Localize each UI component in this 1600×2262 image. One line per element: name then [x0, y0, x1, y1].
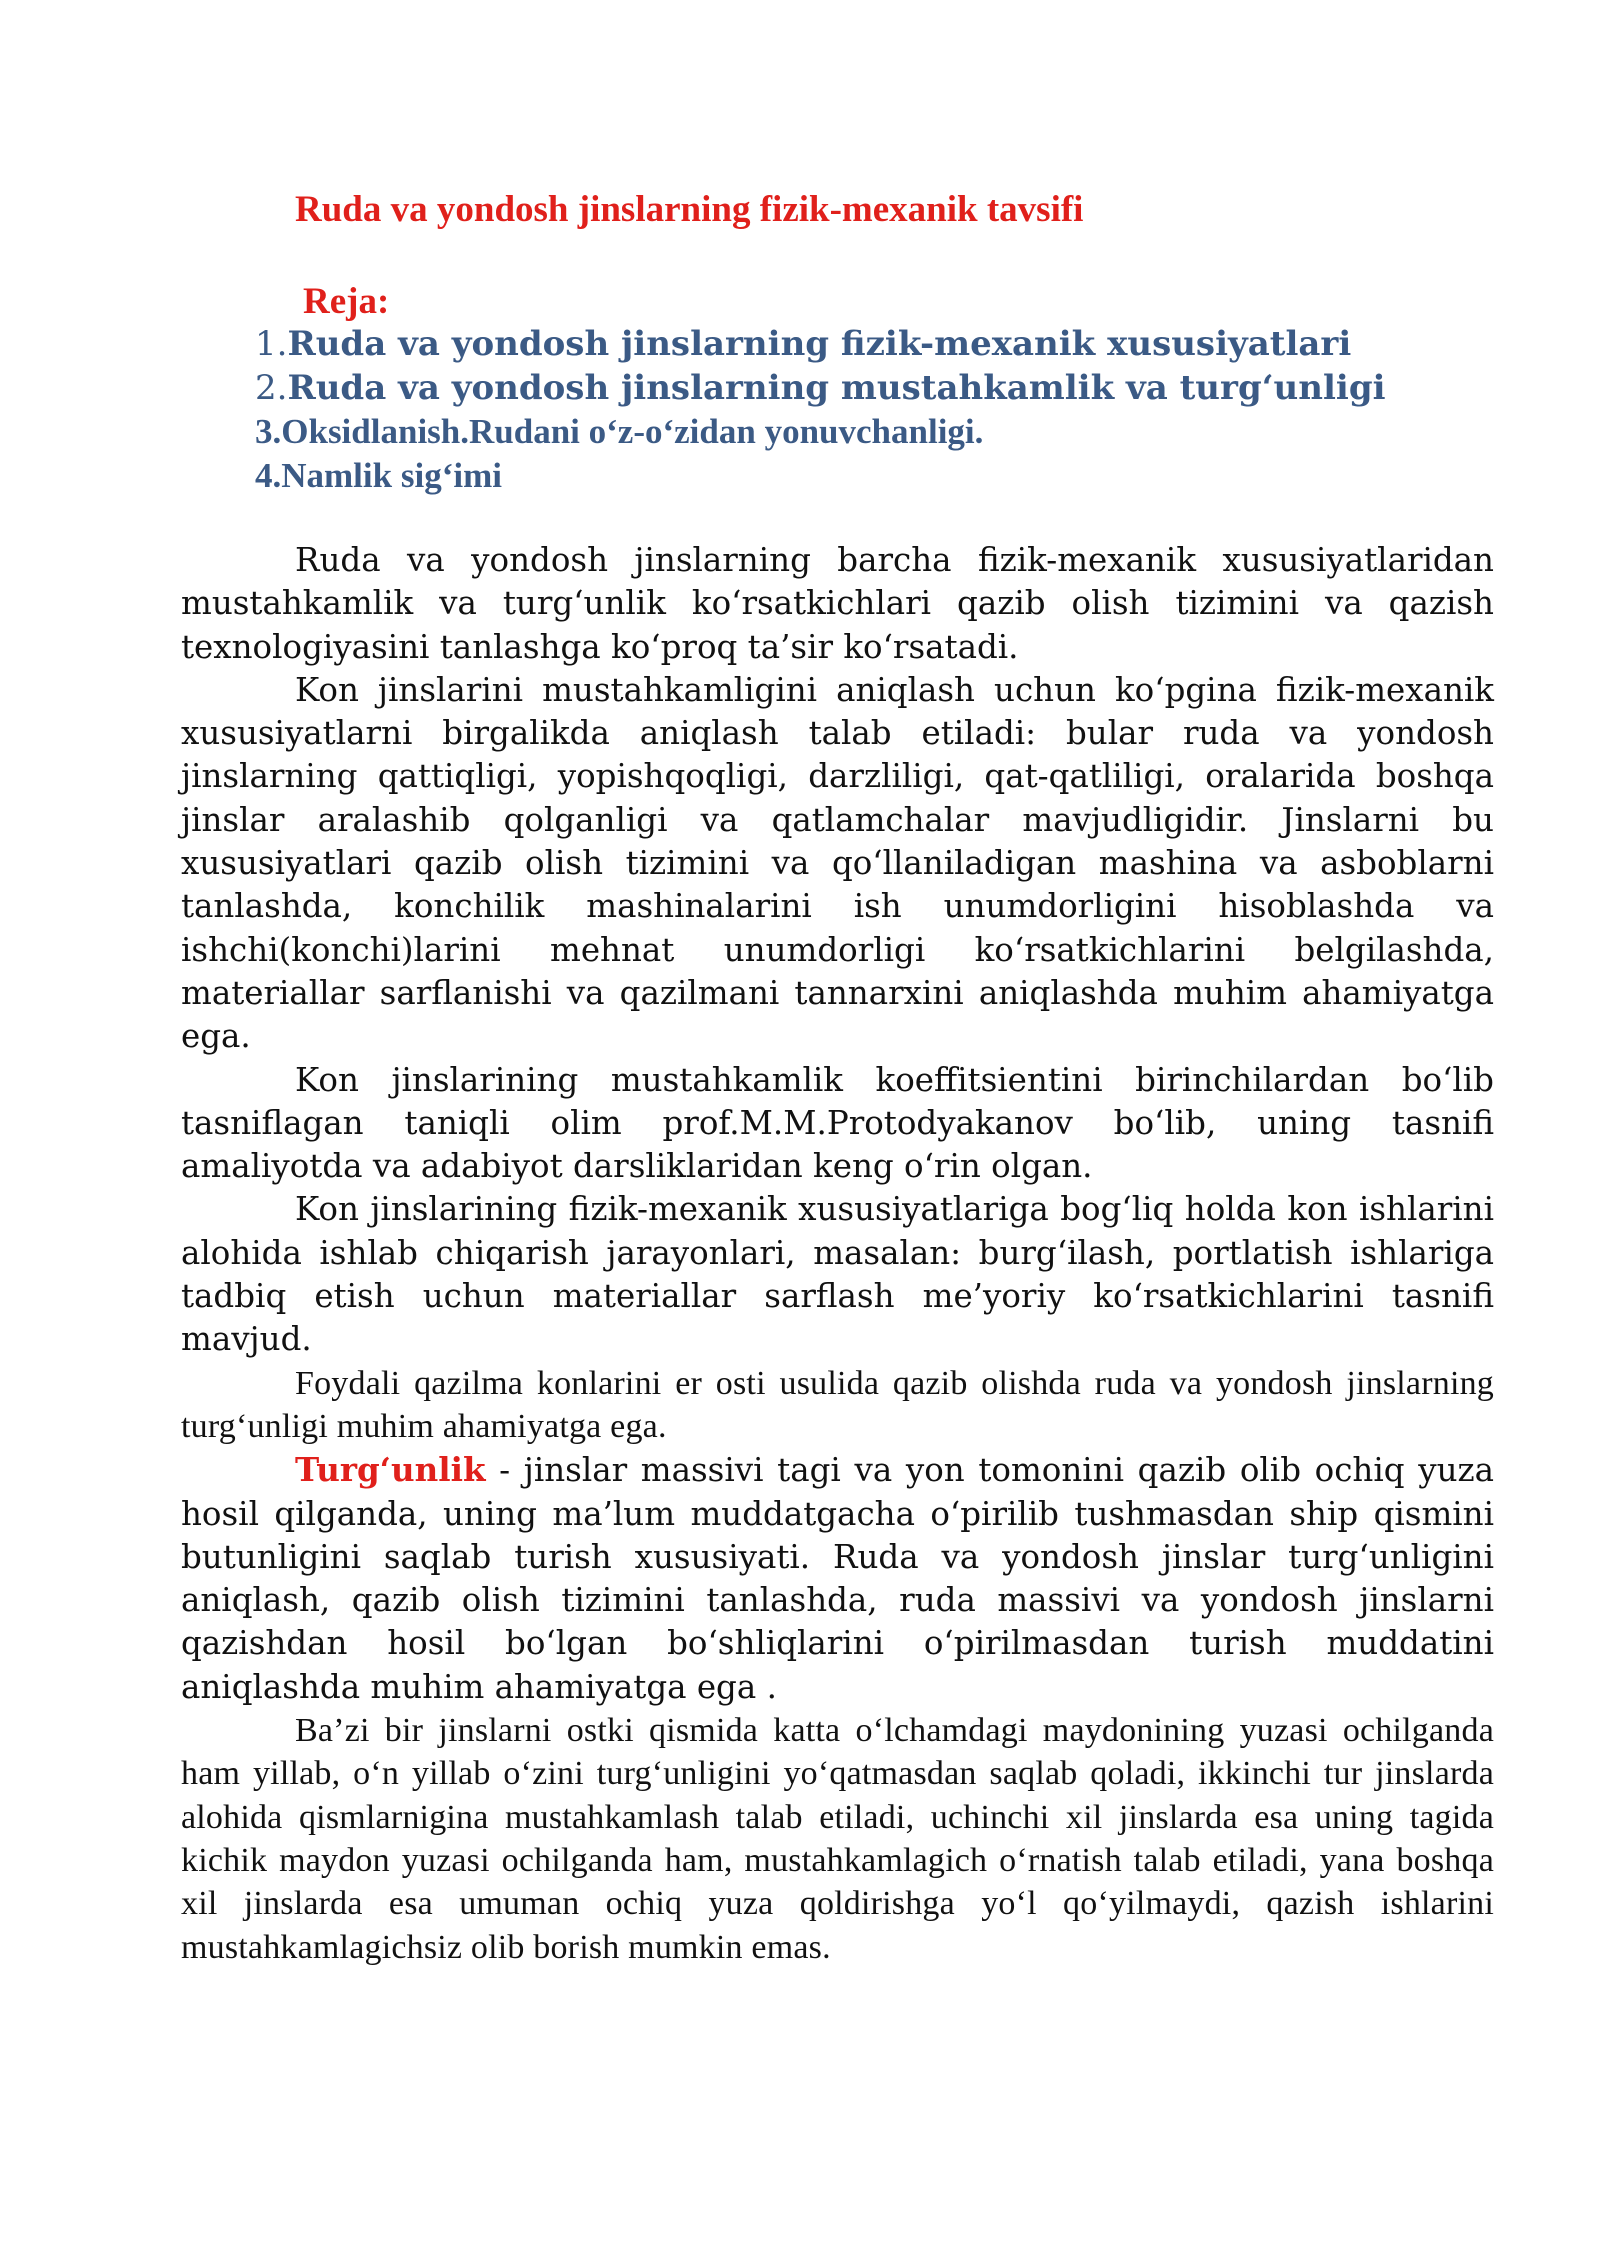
term-definition: - jinslar massivi tagi va yon tomonini qazib olib ochiq yuza hosil qilganda, uning ma’lum muddatgacha o‘pirilib tushmasdan ship qismini butunligini saqlab turish xususiyati. Ruda va yondosh jinslar turg‘unligini aniqlash, qazib olish tizimini tanlashda, ruda massivi va yondosh jinslarni qazishdan hosil bo‘lgan bo‘shliqlarini o‘pirilmasdan turish muddatini aniqlashda muhim ahamiyatga ega . — [181, 1451, 1494, 1706]
body-paragraph: Kon jinslarining fizik-mexanik xususiyatlariga bog‘liq holda kon ishlarini alohida ishlab chiqarish jarayonlari, masalan: burg‘ilash, portlatish ishlariga tadbiq etish uchun materiallar sarflash me’yoriy ko‘rsatkichlarini tasnifi mavjud. — [181, 1190, 1494, 1359]
plan-item-number: 1. — [255, 324, 288, 364]
document-title: Ruda va yondosh jinslarning fizik-mexanik tavsifi — [295, 189, 1084, 230]
plan-heading: Reja: — [303, 281, 390, 322]
plan-item-number: 4. — [255, 455, 282, 495]
body-paragraph: Ba’zi bir jinslarni ostki qismida katta o‘lchamdagi maydonining yuzasi ochilganda ham yillab, o‘n yillab o‘zini turg‘unligini yo‘qatmasdan saqlab qoladi, ikkinchi tur jinslarda alohida qismlarnigina mustahkamlash talab etiladi, uchinchi xil jinslarda esa uning tagida kichik maydon yuzasi ochilganda ham, mustahkamlagich o‘rnatish talab etiladi, yana boshqa xil jinslarda esa umuman ochiq yuza qoldirishga yo‘l qo‘yilmaydi, qazish ishlarini mustahkamlagichsiz olib borish mumkin emas. — [181, 1712, 1494, 1966]
plan-item-text: Ruda va yondosh jinslarning mustahkamlik va turg‘unligi — [287, 367, 1386, 408]
body-paragraph: Foydali qazilma konlarini er osti usulida qazib olishda ruda va yondosh jinslarning turg‘unligi muhim ahamiyatga ega. — [181, 1364, 1494, 1445]
plan-item-text: Ruda va yondosh jinslarning fizik-mexanik xususiyatlari — [287, 324, 1352, 364]
plan-item — [255, 410, 1386, 454]
plan-list — [255, 323, 1386, 497]
plan-item — [255, 454, 1386, 498]
body-paragraph: Kon jinslarining mustahkamlik koeffitsientini birinchilardan bo‘lib tasniflagan taniqli olim prof.M.M.Protodyakanov bo‘lib, uning tasnifi amaliyotda va adabiyot darsliklaridan keng o‘rin olgan. — [181, 1060, 1494, 1186]
plan-item — [255, 367, 1386, 411]
document-body — [181, 539, 1494, 1969]
body-paragraph: Kon jinslarini mustahkamligini aniqlash uchun ko‘pgina fizik-mexanik xususiyatlarni birgalikda aniqlash talab etiladi: bular ruda va yondosh jinslarning qattiqligi, yopishqoqligi, darzliligi, qat-qatliligi, oralarida boshqa jinslar aralashib qolganligi va qatlamchalar mavjudligidir. Jinslarni bu xususiyatlari qazib olish tizimini va qo‘llaniladigan mashina va asboblarni tanlashda, konchilik mashinalarini ish unumdorligini hisoblashda va ishchi(konchi)larini mehnat unumdorligi ko‘rsatkichlarini belgilashda, materiallar sarflanishi va qazilmani tannarxini aniqlashda muhim ahamiyatga ega. — [181, 670, 1494, 1056]
plan-item — [255, 323, 1386, 367]
highlighted-term: Turg‘unlik — [295, 1450, 486, 1490]
plan-item-text: Oksidlanish.Rudani o‘z-o‘zidan yonuvchanligi. — [281, 412, 984, 451]
plan-item-number: 2. — [255, 367, 288, 408]
plan-item-number: 3. — [255, 412, 282, 451]
term-paragraph — [181, 1448, 1494, 1709]
plan-item-text: Namlik sig‘imi — [281, 455, 502, 495]
body-paragraph: Ruda va yondosh jinslarning barcha fizik-mexanik xususiyatlaridan mustahkamlik va turg‘unlik ko‘rsatkichlari qazib olish tizimini va qazish texnologiyasini tanlashga ko‘proq ta’sir ko‘rsatadi. — [181, 541, 1494, 666]
